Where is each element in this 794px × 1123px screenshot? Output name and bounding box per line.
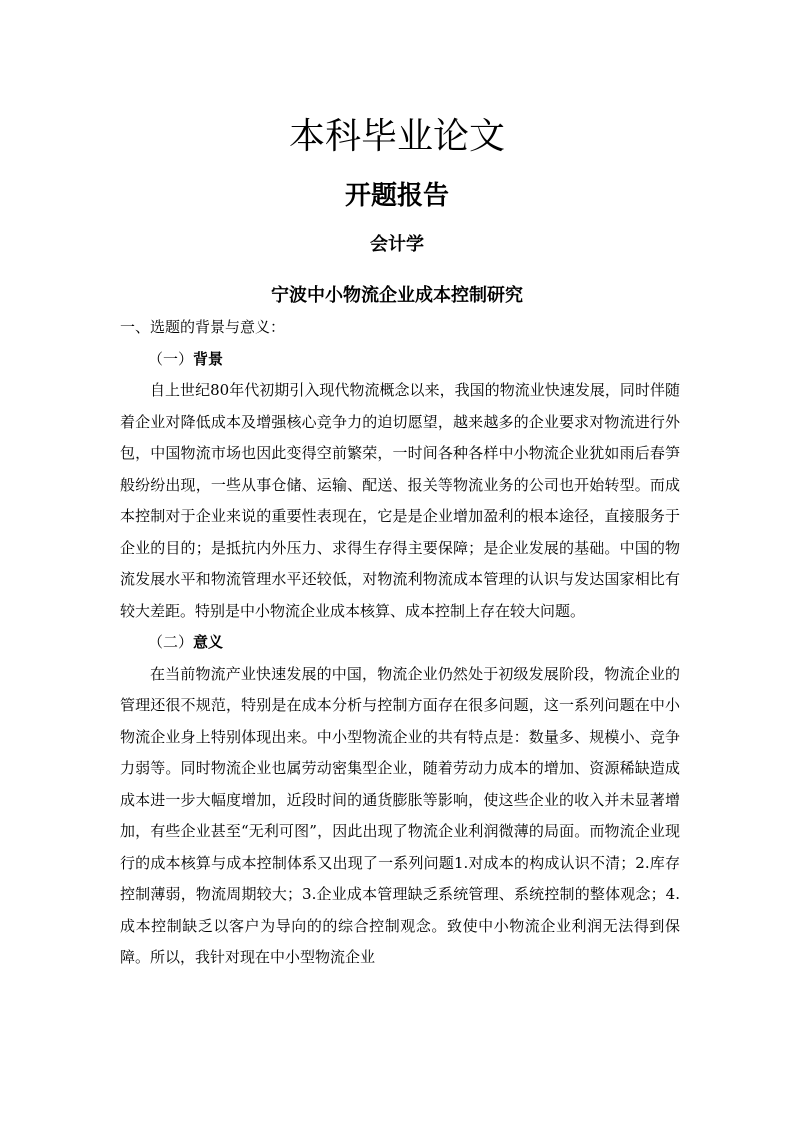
paragraph-background: 自上世纪80年代初期引入现代物流概念以来，我国的物流业快速发展，同时伴随着企业对降低成本及增强核心竞争力的迫切愿望，越来越多的企业要求对物流进行外包，中国物流市场也因此变得空前繁荣，一时间各种各样中小物流企业犹如雨后春笋般纷纷出现，一些从事仓储、运输、配送、报关等物流业务的公司也开始转型。而成本控制对于企业来说的重要性表现在，它是是企业增加盈利的根本途径，直接服务于企业的目的；是抵抗内外压力、求得生存得主要保障；是企业发展的基础。中国的物流发展水平和物流管理水平还较低，对物流利物流成本管理的认识与发达国家相比有较大差距。特别是中小物流企业成本核算、成本控制上存在较大问题。 (120, 381, 680, 620)
subheading-significance-prefix: （二） (148, 633, 194, 651)
paragraph-significance: 在当前物流产业快速发展的中国，物流企业仍然处于初级发展阶段，物流企业的管理还很不规范，特别是在成本分析与控制方面存在很多问题，这一系列问题在中小物流企业身上特别体现出来。中小型物流企业的共有特点是：数量多、规模小、竞争力弱等。同时物流企业也属劳动密集型企业，随着劳动力成本的增加、资源稀缺造成成本进一步大幅度增加，近段时间的通货膨胀等影响，使这些企业的收入并未显著增加，有些企业甚至“无利可图”，因此出现了物流企业利润微薄的局面。而物流企业现行的成本核算与成本控制体系又出现了一系列问题1.对成本的构成认识不清；2.库存控制薄弱，物流周期较大；3.企业成本管理缺乏系统管理、系统控制的整体观念；4.成本控制缺乏以客户为导向的的综合控制观念。致使中小物流企业利润无法得到保障。所以，我针对现在中小型物流企业 (120, 664, 680, 966)
document-body (120, 312, 680, 974)
subheading-significance-label: 意义 (193, 633, 224, 651)
document-main-title: 本科毕业论文 (288, 116, 505, 157)
subheading-background-prefix: （一） (148, 349, 194, 368)
subheading-significance (120, 627, 680, 659)
subheading-background-label: 背景 (193, 349, 224, 368)
major-name: 会计学 (370, 234, 424, 255)
document-sub-title: 开题报告 (344, 181, 449, 211)
subheading-background (120, 344, 680, 376)
paper-title: 宁波中小物流企业成本控制研究 (271, 285, 523, 306)
section-heading-background-significance: 一、选题的背景与意义： (120, 318, 286, 336)
